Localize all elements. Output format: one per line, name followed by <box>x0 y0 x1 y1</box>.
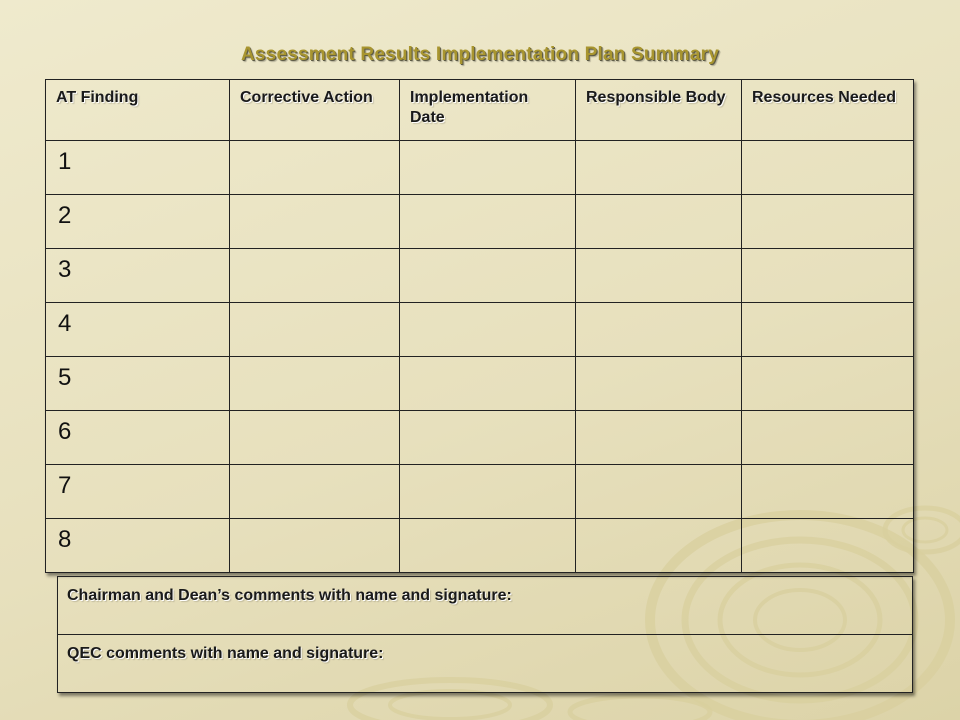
chairman-comments-row <box>58 577 913 635</box>
resources-needed-cell[interactable] <box>742 303 914 357</box>
row-number: 2 <box>46 195 230 249</box>
implementation-date-cell[interactable] <box>400 195 576 249</box>
comments-table <box>57 576 913 693</box>
corrective-action-cell[interactable] <box>230 141 400 195</box>
responsible-body-cell[interactable] <box>576 303 742 357</box>
qec-comments-row <box>58 635 913 693</box>
chairman-comments-field[interactable] <box>58 577 913 635</box>
implementation-plan-table <box>45 79 914 573</box>
table-row <box>46 195 914 249</box>
qec-comments-field[interactable] <box>58 635 913 693</box>
row-number: 8 <box>46 519 230 573</box>
header-at-finding: AT Finding <box>46 80 230 141</box>
table-row <box>46 249 914 303</box>
slide-title: Assessment Results Implementation Plan Summary <box>240 44 720 65</box>
implementation-date-cell[interactable] <box>400 465 576 519</box>
table-row <box>46 465 914 519</box>
table-row <box>46 141 914 195</box>
implementation-date-cell[interactable] <box>400 303 576 357</box>
implementation-date-cell[interactable] <box>400 249 576 303</box>
resources-needed-cell[interactable] <box>742 465 914 519</box>
row-number: 3 <box>46 249 230 303</box>
corrective-action-cell[interactable] <box>230 195 400 249</box>
implementation-date-cell[interactable] <box>400 357 576 411</box>
responsible-body-cell[interactable] <box>576 357 742 411</box>
resources-needed-cell[interactable] <box>742 357 914 411</box>
chairman-comments-label: Chairman and Dean’s comments with name and signature: <box>67 587 512 604</box>
header-resources-needed: Resources Needed <box>742 80 914 141</box>
responsible-body-cell[interactable] <box>576 465 742 519</box>
table-row <box>46 303 914 357</box>
implementation-date-cell[interactable] <box>400 411 576 465</box>
resources-needed-cell[interactable] <box>742 519 914 573</box>
responsible-body-cell[interactable] <box>576 141 742 195</box>
resources-needed-cell[interactable] <box>742 411 914 465</box>
table-row <box>46 357 914 411</box>
row-number: 4 <box>46 303 230 357</box>
corrective-action-cell[interactable] <box>230 303 400 357</box>
responsible-body-cell[interactable] <box>576 411 742 465</box>
qec-comments-label: QEC comments with name and signature: <box>67 645 384 662</box>
row-number: 7 <box>46 465 230 519</box>
corrective-action-cell[interactable] <box>230 249 400 303</box>
table-row <box>46 519 914 573</box>
implementation-date-cell[interactable] <box>400 141 576 195</box>
header-corrective-action: Corrective Action <box>230 80 400 141</box>
table-row <box>46 411 914 465</box>
header-responsible-body: Responsible Body <box>576 80 742 141</box>
corrective-action-cell[interactable] <box>230 519 400 573</box>
row-number: 1 <box>46 141 230 195</box>
corrective-action-cell[interactable] <box>230 411 400 465</box>
responsible-body-cell[interactable] <box>576 519 742 573</box>
corrective-action-cell[interactable] <box>230 357 400 411</box>
corrective-action-cell[interactable] <box>230 465 400 519</box>
resources-needed-cell[interactable] <box>742 195 914 249</box>
resources-needed-cell[interactable] <box>742 141 914 195</box>
implementation-date-cell[interactable] <box>400 519 576 573</box>
header-implementation-date: Implementation Date <box>400 80 576 141</box>
responsible-body-cell[interactable] <box>576 195 742 249</box>
responsible-body-cell[interactable] <box>576 249 742 303</box>
row-number: 6 <box>46 411 230 465</box>
row-number: 5 <box>46 357 230 411</box>
resources-needed-cell[interactable] <box>742 249 914 303</box>
table-header-row <box>46 80 914 141</box>
